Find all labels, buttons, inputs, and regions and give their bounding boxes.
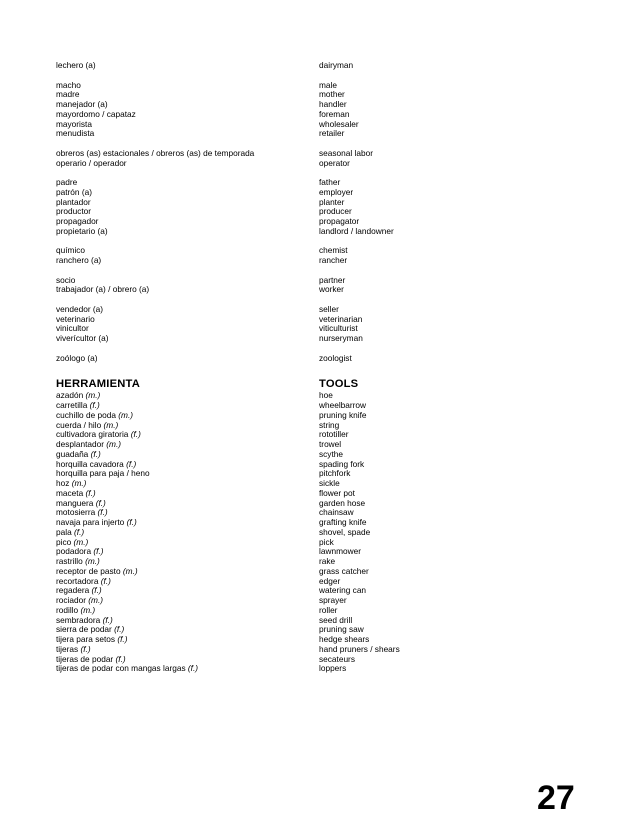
page-number: 27 — [537, 779, 575, 817]
gender-marker: (m.) — [122, 565, 138, 576]
tool-term-en: edger — [319, 575, 341, 586]
tool-word: cuchillo de poda — [56, 409, 116, 420]
gender-marker: (m.) — [85, 556, 100, 566]
tool-term-en: shovel, spade — [319, 526, 371, 537]
gender-marker: (f.) — [100, 575, 111, 586]
role-term-en: veterinarian — [319, 313, 363, 324]
role-term-es: patrón (a) — [56, 186, 92, 197]
tool-word: carretilla — [56, 400, 88, 410]
tool-term-en: hoe — [319, 390, 333, 401]
tool-term-en: sickle — [319, 478, 340, 488]
tool-word: sierra de podar — [56, 624, 112, 635]
role-term-es: padre — [56, 177, 78, 187]
gender-marker: (f.) — [93, 546, 104, 557]
role-term-en: dairyman — [319, 60, 354, 70]
tool-term-en: hand pruners / shears — [319, 643, 400, 654]
role-term-es: químico — [56, 245, 86, 256]
tool-word: maceta — [56, 487, 84, 498]
tool-word: guadaña — [56, 448, 89, 459]
tool-word: receptor de pasto — [56, 565, 121, 576]
tool-word: rastrillo — [56, 556, 83, 566]
role-term-en: seller — [319, 303, 339, 314]
tool-word: tijeras de podar con mangas largas — [56, 663, 186, 674]
role-term-es: propagador — [56, 216, 99, 226]
role-term-es: socio — [56, 274, 76, 285]
role-term-es: trabajador (a) / obrero (a) — [56, 284, 150, 295]
role-term-en: male — [319, 79, 337, 90]
role-term-en: father — [319, 177, 341, 187]
role-term-es: productor — [56, 206, 92, 217]
tool-term-en: pruning saw — [319, 624, 364, 635]
tool-word: pala — [56, 526, 72, 537]
spacer — [319, 237, 569, 247]
spanish-column — [56, 61, 306, 674]
spacer — [56, 266, 306, 276]
tool-term-en: wheelbarrow — [319, 400, 367, 410]
role-term-es: propietario (a) — [56, 225, 108, 236]
tool-word: cultivadora giratoria — [56, 429, 129, 440]
tool-term-es — [56, 635, 306, 645]
tool-term-en: string — [319, 419, 340, 430]
tool-term-en: pruning knife — [319, 409, 367, 420]
gender-marker: (f.) — [126, 517, 137, 527]
tool-word: hoz — [56, 478, 70, 488]
english-column — [319, 61, 569, 674]
role-term-en: handler — [319, 99, 347, 109]
spacer — [56, 363, 306, 378]
role-term-en: nurseryman — [319, 333, 363, 343]
role-term-es: vendedor (a) — [56, 303, 104, 314]
tool-term-es — [56, 518, 306, 528]
role-term-en: viticulturist — [319, 323, 358, 334]
role-term-en: mother — [319, 89, 345, 100]
role-term-es: madre — [56, 89, 80, 100]
role-term-es: veterinario — [56, 313, 95, 324]
gender-marker: (m.) — [85, 390, 101, 401]
role-term-en: employer — [319, 186, 354, 197]
tool-term-en: roller — [319, 604, 338, 615]
role-term-es: manejador (a) — [56, 99, 108, 109]
role-term-en: worker — [319, 284, 344, 295]
tool-term-en: hedge shears — [319, 634, 370, 644]
tool-word: tijeras de podar — [56, 653, 114, 664]
role-term-en: foreman — [319, 108, 350, 119]
tool-word: azadón — [56, 390, 84, 401]
tools-heading-es: HERRAMIENTA — [56, 378, 141, 391]
gender-marker: (f.) — [90, 448, 101, 459]
tool-term-en: seed drill — [319, 614, 353, 625]
role-term-es: vinicultor — [56, 323, 89, 334]
role-term-es: menudista — [56, 128, 95, 139]
tool-term-en: chainsaw — [319, 507, 354, 518]
tool-term-en: watering can — [319, 585, 367, 596]
role-term-es: plantador — [56, 196, 91, 207]
tool-term-en: garden hose — [319, 497, 366, 508]
tool-word: tijeras — [56, 643, 79, 654]
tool-term-en: pick — [319, 536, 334, 547]
role-term-en: retailer — [319, 128, 345, 139]
tool-word: rodillo — [56, 604, 79, 615]
gender-marker: (f.) — [126, 458, 137, 469]
role-term-en: rancher — [319, 255, 348, 265]
tool-word: rociador — [56, 595, 86, 605]
role-term-es: ranchero (a) — [56, 255, 102, 265]
spacer — [319, 266, 569, 276]
tool-word: navaja para injerto — [56, 517, 125, 527]
role-term-en: seasonal labor — [319, 147, 373, 158]
gender-marker: (f.) — [89, 400, 100, 410]
spacer — [56, 71, 306, 81]
spacer — [319, 168, 569, 178]
gender-marker: (m.) — [71, 478, 87, 488]
role-term-en: chemist — [319, 245, 348, 256]
gender-marker: (f.) — [85, 487, 96, 498]
gender-marker: (f.) — [97, 507, 108, 518]
tool-term-en: rototiller — [319, 429, 349, 440]
gender-marker: (f.) — [74, 526, 85, 537]
spacer — [319, 295, 569, 305]
role-term-en: zoologist — [319, 352, 352, 363]
tool-word: horquilla cavadora — [56, 458, 124, 469]
role-term-es: viverícultor (a) — [56, 333, 109, 343]
tool-word: sembradora — [56, 614, 101, 625]
tool-term-es — [56, 664, 306, 674]
spacer — [56, 168, 306, 178]
role-term-en: planter — [319, 196, 345, 207]
tool-term-en: secateurs — [319, 653, 355, 664]
gender-marker: (f.) — [187, 663, 199, 674]
tool-term-en: flower pot — [319, 487, 355, 498]
tools-heading-en: TOOLS — [319, 378, 359, 391]
tool-word: recortadora — [56, 575, 99, 586]
role-term-en: operator — [319, 157, 350, 168]
gender-marker: (m.) — [80, 604, 96, 615]
gender-marker: (m.) — [88, 595, 104, 605]
role-term-en: producer — [319, 206, 352, 217]
tool-term-es — [56, 469, 306, 479]
gender-marker: (m.) — [118, 409, 134, 420]
role-term-es: macho — [56, 79, 81, 90]
gender-marker: (f.) — [91, 585, 102, 596]
tool-term-en: loppers — [319, 663, 347, 674]
tool-word: regadera — [56, 585, 90, 596]
gender-marker: (f.) — [102, 614, 113, 625]
tool-term-en: grass catcher — [319, 565, 369, 576]
tool-word: manguera — [56, 497, 94, 508]
role-term-es: mayorista — [56, 118, 92, 129]
tool-term-en: grafting knife — [319, 517, 367, 527]
gender-marker: (f.) — [80, 643, 91, 654]
tool-word: tijera para setos — [56, 634, 116, 644]
tool-word: pico — [56, 536, 72, 547]
role-term-es: mayordomo / capataz — [56, 108, 136, 119]
gender-marker: (f.) — [115, 653, 126, 664]
gender-marker: (f.) — [114, 624, 125, 635]
tool-term-en: pitchfork — [319, 468, 351, 479]
role-term-es: obreros (as) estacionales / obreros (as) de temporada — [56, 147, 255, 158]
tool-word: desplantador — [56, 439, 104, 449]
spacer — [319, 344, 569, 354]
spacer — [56, 237, 306, 247]
role-term-en: partner — [319, 274, 346, 285]
tool-word: motosierra — [56, 507, 96, 518]
tool-term-es — [56, 528, 306, 538]
tool-term-en: spading fork — [319, 458, 365, 469]
gender-marker: (m.) — [103, 419, 119, 430]
spacer — [319, 71, 569, 81]
tool-word: podadora — [56, 546, 92, 557]
tool-term-en: lawnmower — [319, 546, 361, 557]
tool-term-en: sprayer — [319, 595, 347, 605]
tool-term-en: trowel — [319, 439, 342, 449]
gender-marker: (f.) — [117, 634, 128, 644]
gender-marker: (f.) — [95, 497, 106, 508]
tool-word: cuerda / hilo — [56, 419, 102, 430]
role-term-en: landlord / landowner — [319, 225, 394, 236]
role-term-es: lechero (a) — [56, 60, 96, 70]
role-term-es: zoólogo (a) — [56, 352, 98, 363]
tool-word: horquilla para paja / heno — [56, 468, 150, 479]
spacer — [319, 363, 569, 378]
gender-marker: (f.) — [130, 429, 141, 440]
role-term-en: propagator — [319, 216, 360, 226]
gender-marker: (m.) — [73, 536, 89, 547]
tool-term-en: rake — [319, 556, 336, 566]
gender-marker: (m.) — [106, 439, 122, 449]
role-term-en: wholesaler — [319, 118, 359, 129]
tool-term-en: scythe — [319, 448, 343, 459]
role-term-es: operario / operador — [56, 157, 127, 168]
